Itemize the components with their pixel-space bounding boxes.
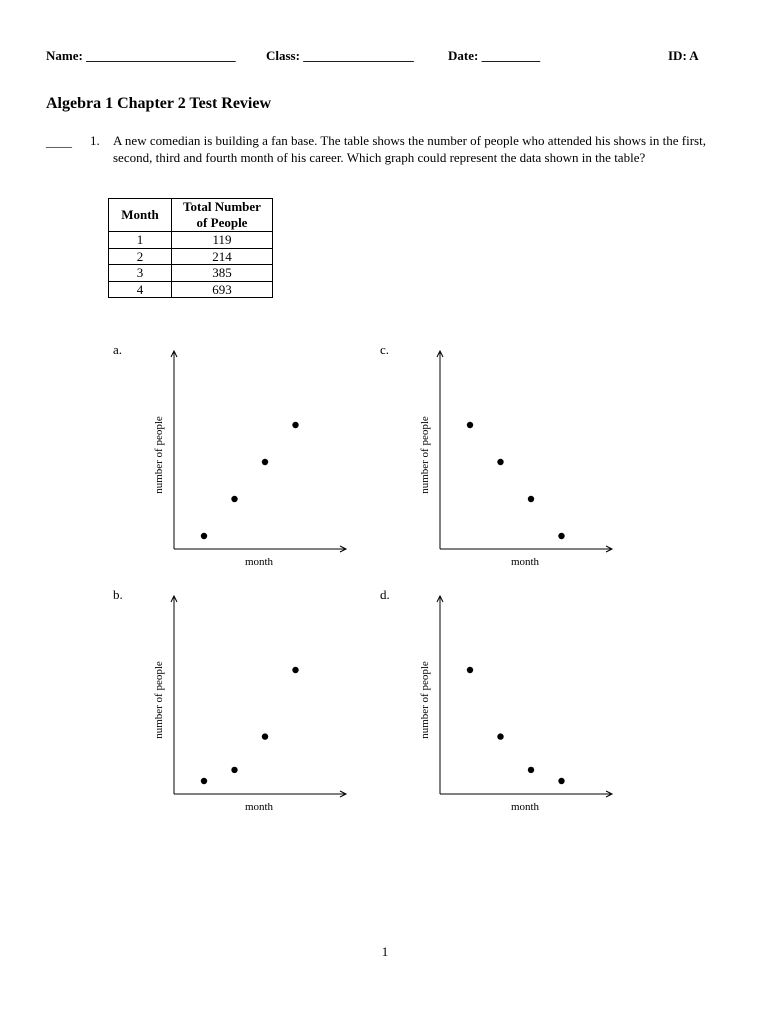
table-header-month: Month — [109, 199, 172, 232]
option-d-label: d. — [380, 587, 390, 602]
y-axis-label: number of people — [419, 416, 431, 494]
data-point — [231, 496, 237, 502]
data-point — [528, 767, 534, 773]
table-row — [109, 281, 273, 298]
table-cell: 119 — [172, 232, 273, 249]
page-title: Algebra 1 Chapter 2 Test Review — [46, 95, 272, 112]
y-axis-label: number of people — [419, 661, 431, 739]
graph-option-d — [406, 590, 621, 820]
data-point — [558, 533, 564, 539]
data-point — [292, 667, 298, 673]
question-number: 1. — [90, 133, 100, 148]
data-point — [497, 733, 503, 739]
y-axis-label: number of people — [153, 661, 165, 739]
data-point — [497, 459, 503, 465]
table-cell: 693 — [172, 281, 273, 298]
answer-blank: ____ — [46, 134, 72, 149]
table-header-row — [109, 199, 273, 232]
table-cell: 4 — [109, 281, 172, 298]
name-label: Name: — [46, 48, 83, 63]
table-cell: 3 — [109, 265, 172, 282]
date-label: Date: — [448, 48, 479, 63]
option-a-label: a. — [113, 342, 123, 357]
data-point — [262, 733, 268, 739]
date-blank: _________ — [481, 48, 541, 63]
table-cell: 214 — [172, 248, 273, 265]
graph-option-a — [140, 345, 355, 575]
x-axis-label: month — [244, 801, 274, 813]
name-blank: _______________________ — [86, 48, 236, 63]
table-cell: 2 — [109, 248, 172, 265]
class-field — [266, 48, 414, 64]
data-point — [292, 422, 298, 428]
data-point — [467, 667, 473, 673]
data-point — [201, 533, 207, 539]
table-row — [109, 265, 273, 282]
date-field — [448, 48, 540, 64]
x-axis-label: month — [510, 801, 540, 813]
data-point — [528, 496, 534, 502]
data-point — [201, 778, 207, 784]
table-row — [109, 248, 273, 265]
data-point — [558, 778, 564, 784]
table-row — [109, 232, 273, 249]
graph-option-b — [140, 590, 355, 820]
data-point — [467, 422, 473, 428]
data-point — [262, 459, 268, 465]
table-header-total: Total Number of People — [172, 199, 273, 232]
y-axis-label: number of people — [153, 416, 165, 494]
data-table — [108, 198, 273, 298]
x-axis-label: month — [510, 556, 540, 568]
x-axis-label: month — [244, 556, 274, 568]
page-number: 1 — [381, 944, 389, 959]
table-cell: 385 — [172, 265, 273, 282]
name-field — [46, 48, 236, 64]
graph-option-c — [406, 345, 621, 575]
question-text: A new comedian is building a fan base. The table shows the number of people who attended his shows in the first, second, third and fourth month of his career. Which graph could represent the data shown in the table? — [113, 133, 706, 165]
class-blank: _________________ — [303, 48, 414, 63]
class-label: Class: — [266, 48, 300, 63]
data-point — [231, 767, 237, 773]
table-cell: 1 — [109, 232, 172, 249]
option-c-label: c. — [380, 342, 390, 357]
id-label: ID: A — [668, 48, 699, 63]
option-b-label: b. — [113, 587, 123, 602]
